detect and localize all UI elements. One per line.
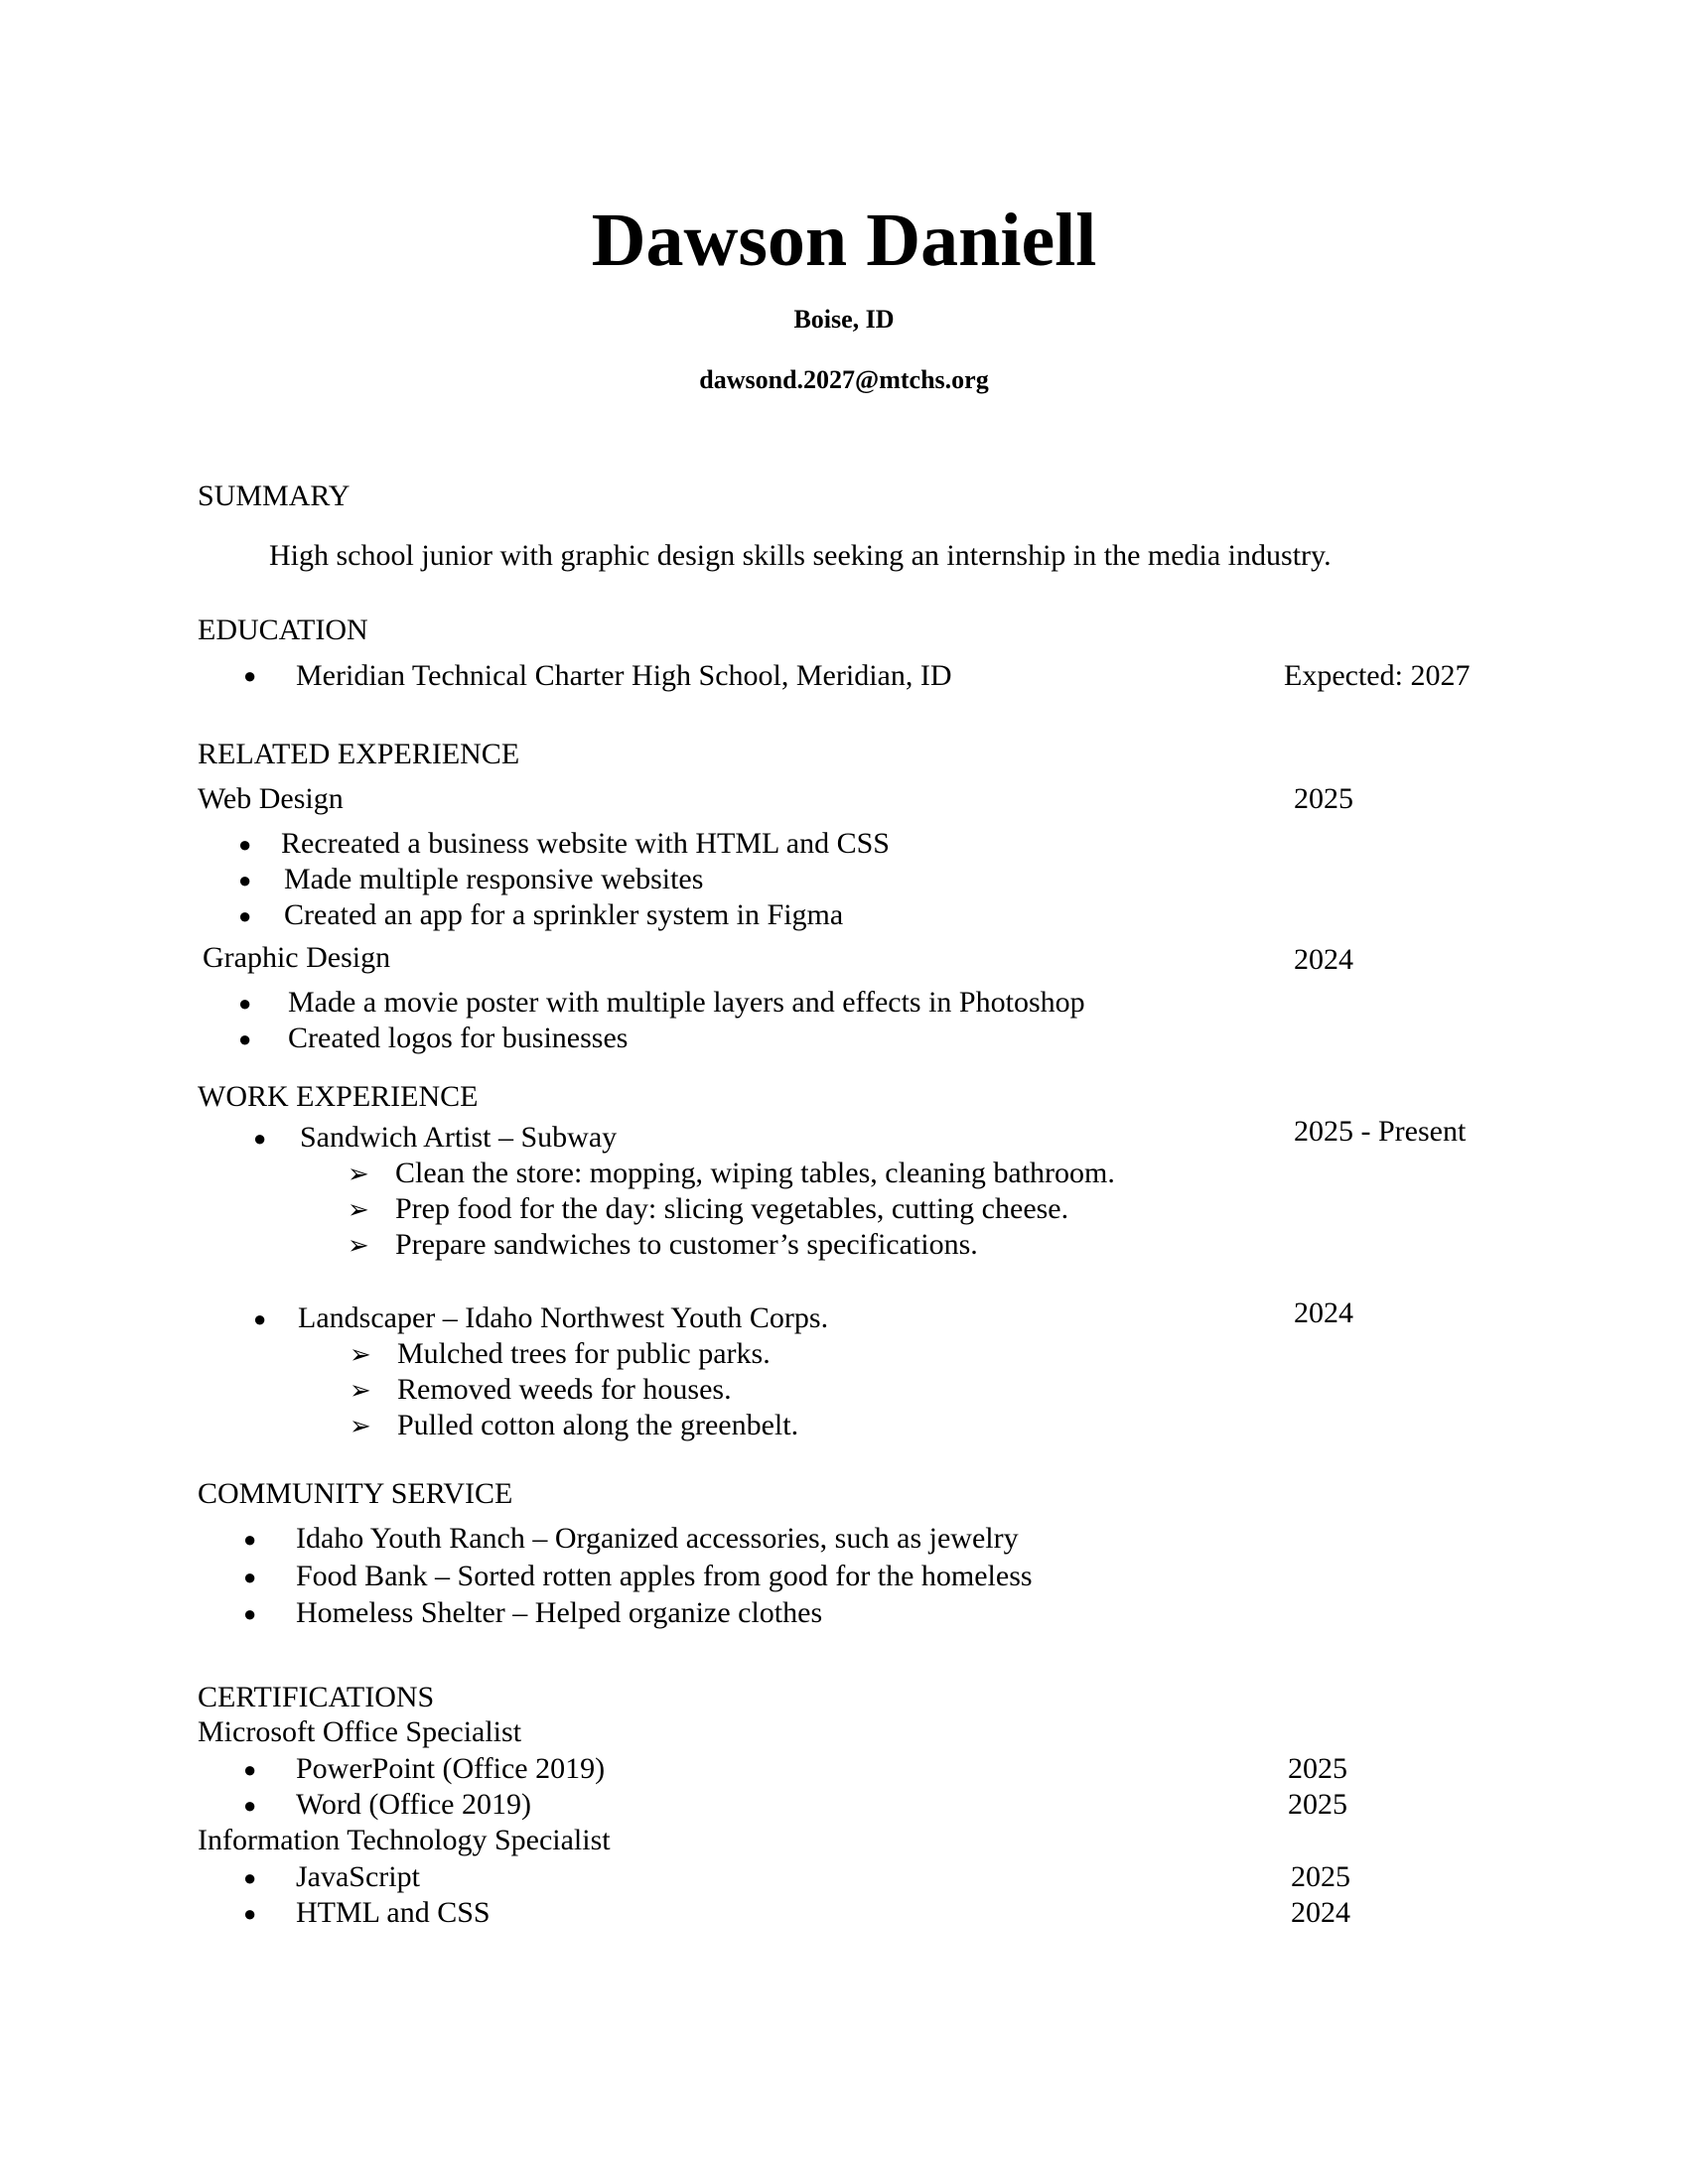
arrow-bullet-icon: ➢ (350, 1412, 371, 1440)
list-item: Created an app for a sprinkler system in Figma (284, 898, 844, 931)
community-service-heading: COMMUNITY SERVICE (198, 1477, 513, 1510)
bullet-icon: ● (243, 1901, 257, 1926)
summary-heading: SUMMARY (198, 479, 351, 512)
cert-date: 2024 (1291, 1896, 1350, 1929)
list-item: Created logos for businesses (288, 1022, 629, 1054)
education-school: Meridian Technical Charter High School, Meridian, ID (296, 659, 952, 692)
bullet-icon: ● (243, 1527, 257, 1552)
bullet-icon: ● (238, 991, 252, 1016)
cert-group-title: Information Technology Specialist (198, 1824, 611, 1856)
certifications-heading: CERTIFICATIONS (198, 1681, 435, 1713)
bullet-icon: ● (238, 1026, 252, 1051)
related-group-title: Web Design (198, 782, 344, 815)
bullet-icon: ● (243, 663, 257, 688)
cert-date: 2025 (1291, 1860, 1350, 1893)
list-item: Idaho Youth Ranch – Organized accessories, such as jewelry (296, 1522, 1019, 1555)
list-item: Made multiple responsive websites (284, 863, 704, 895)
job-title: Sandwich Artist – Subway (300, 1121, 618, 1154)
bullet-icon: ● (243, 1865, 257, 1890)
cert-group-title: Microsoft Office Specialist (198, 1715, 522, 1748)
bullet-icon: ● (243, 1565, 257, 1589)
list-item: Homeless Shelter – Helped organize clothes (296, 1596, 823, 1629)
arrow-bullet-icon: ➢ (350, 1340, 371, 1369)
bullet-icon: ● (253, 1126, 267, 1151)
arrow-bullet-icon: ➢ (348, 1160, 369, 1188)
education-heading: EDUCATION (198, 614, 368, 646)
related-group-title: Graphic Design (203, 941, 391, 974)
bullet-icon: ● (238, 832, 252, 857)
list-item: Food Bank – Sorted rotten apples from good for the homeless (296, 1560, 1033, 1592)
email: dawsond.2027@mtchs.org (699, 365, 989, 394)
list-item: Mulched trees for public parks. (397, 1337, 771, 1370)
arrow-bullet-icon: ➢ (348, 1231, 369, 1260)
related-group-date: 2024 (1294, 943, 1353, 976)
summary-text: High school junior with graphic design skills seeking an internship in the media industry. (269, 539, 1332, 572)
bullet-icon: ● (253, 1306, 267, 1331)
list-item: Removed weeds for houses. (397, 1373, 732, 1406)
cert-item: Word (Office 2019) (296, 1788, 531, 1821)
cert-item: JavaScript (296, 1860, 420, 1893)
list-item: Prepare sandwiches to customer’s specifications. (395, 1228, 978, 1261)
job-date: 2024 (1294, 1297, 1353, 1329)
bullet-icon: ● (243, 1757, 257, 1782)
cert-date: 2025 (1288, 1752, 1347, 1785)
arrow-bullet-icon: ➢ (348, 1195, 369, 1224)
cert-item: PowerPoint (Office 2019) (296, 1752, 606, 1785)
resume-name: Dawson Daniell (591, 199, 1097, 282)
location: Boise, ID (793, 305, 895, 334)
list-item: Made a movie poster with multiple layers and effects in Photoshop (288, 986, 1085, 1019)
job-date: 2025 - Present (1294, 1115, 1467, 1148)
list-item: Pulled cotton along the greenbelt. (397, 1409, 799, 1441)
education-date: Expected: 2027 (1284, 659, 1471, 692)
list-item: Recreated a business website with HTML and CSS (281, 827, 890, 860)
related-experience-heading: RELATED EXPERIENCE (198, 738, 520, 770)
cert-date: 2025 (1288, 1788, 1347, 1821)
related-group-date: 2025 (1294, 782, 1353, 815)
work-experience-heading: WORK EXPERIENCE (198, 1080, 479, 1113)
bullet-icon: ● (243, 1601, 257, 1626)
job-title: Landscaper – Idaho Northwest Youth Corps. (298, 1301, 829, 1334)
list-item: Prep food for the day: slicing vegetables, cutting cheese. (395, 1192, 1069, 1225)
bullet-icon: ● (238, 868, 252, 892)
list-item: Clean the store: mopping, wiping tables, cleaning bathroom. (395, 1157, 1115, 1189)
bullet-icon: ● (238, 903, 252, 928)
bullet-icon: ● (243, 1793, 257, 1818)
arrow-bullet-icon: ➢ (350, 1376, 371, 1405)
cert-item: HTML and CSS (296, 1896, 491, 1929)
